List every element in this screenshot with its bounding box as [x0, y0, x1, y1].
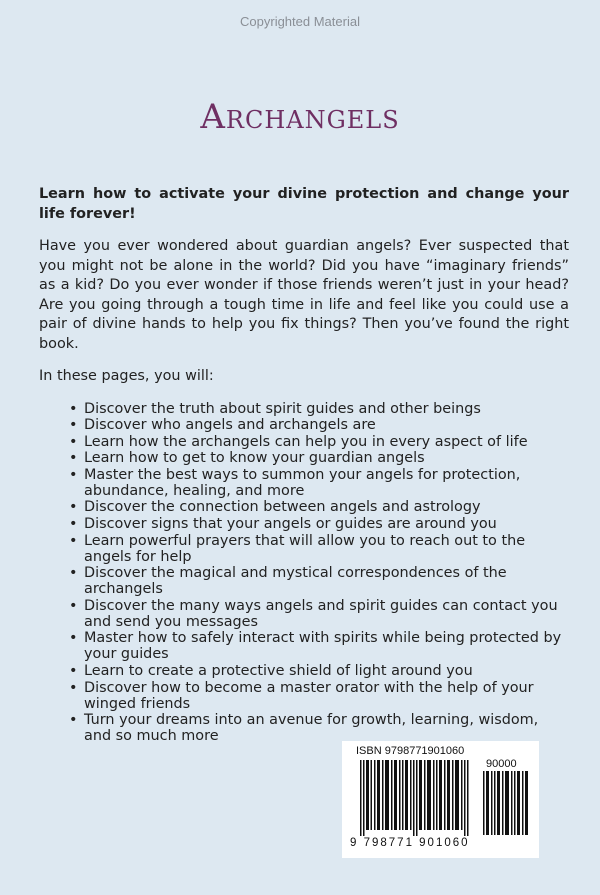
barcode-addon-number: 90000 — [486, 758, 517, 770]
bullet-icon: • — [69, 712, 78, 729]
list-item: • Learn powerful prayers that will allow you to reach out to the angels for help — [69, 532, 526, 565]
list-item: • Learn how the archangels can help you in every aspect of life — [69, 433, 528, 450]
bullet-icon: • — [69, 450, 78, 467]
bullet-icon: • — [69, 433, 78, 450]
list-intro: In these pages, you will: — [39, 368, 214, 384]
list-item: • Discover the connection between angels and astrology — [69, 499, 481, 516]
book-title: Archangels — [200, 97, 400, 137]
isbn-label: ISBN 9798771901060 — [356, 745, 465, 757]
bullet-icon: • — [69, 400, 78, 417]
benefits-list — [39, 401, 569, 745]
list-item: • Learn how to get to know your guardian angels — [69, 450, 425, 467]
list-item: • Discover signs that your angels or guides are around you — [69, 516, 497, 533]
list-item: • Learn to create a protective shield of light around you — [69, 663, 473, 680]
bullet-icon: • — [69, 417, 78, 434]
list-item: • Discover the truth about spirit guides and other beings — [69, 400, 481, 417]
bullet-icon: • — [69, 499, 78, 516]
description-paragraph: Have you ever wondered about guardian angels? Ever suspected that you might not be alone in the world? Did you have “imaginary friends” as a kid? Do you ever wonder if those friends weren’t just in your head? Are you going through a tough time in life and feel like you could use a pair of divine hands to help you fix things? Then you’ve found the right book. — [39, 238, 569, 352]
copyright-watermark: Copyrighted Material — [240, 14, 360, 29]
list-item: • Discover who angels and archangels are — [69, 417, 376, 434]
bullet-icon: • — [69, 565, 78, 582]
addon-bars-icon — [483, 771, 529, 835]
bullet-icon: • — [69, 630, 78, 647]
bullet-icon: • — [69, 663, 78, 680]
barcode-digits: 9 798771 901060 — [350, 837, 470, 849]
blurb — [39, 185, 569, 745]
list-item: • Master how to safely interact with spirits while being protected by your guides — [69, 630, 562, 663]
bullet-icon: • — [69, 466, 78, 483]
list-item: • Discover the many ways angels and spirit guides can contact you and send you messages — [69, 597, 558, 630]
list-item: • Discover the magical and mystical correspondences of the archangels — [69, 565, 507, 598]
list-item: • Turn your dreams into an avenue for growth, learning, wisdom, and so much more — [69, 712, 539, 745]
lead-sentence: Learn how to activate your divine protection and change your life forever! — [39, 186, 569, 222]
bullet-icon: • — [69, 597, 78, 614]
bullet-icon: • — [69, 516, 78, 533]
bullet-icon: • — [69, 532, 78, 549]
list-item: • Master the best ways to summon your angels for protection, abundance, healing, and more — [69, 466, 521, 499]
barcode-bars-icon — [360, 760, 470, 836]
bullet-icon: • — [69, 679, 78, 696]
isbn-barcode — [342, 741, 539, 858]
list-item: • Discover how to become a master orator with the help of your winged friends — [69, 679, 534, 712]
